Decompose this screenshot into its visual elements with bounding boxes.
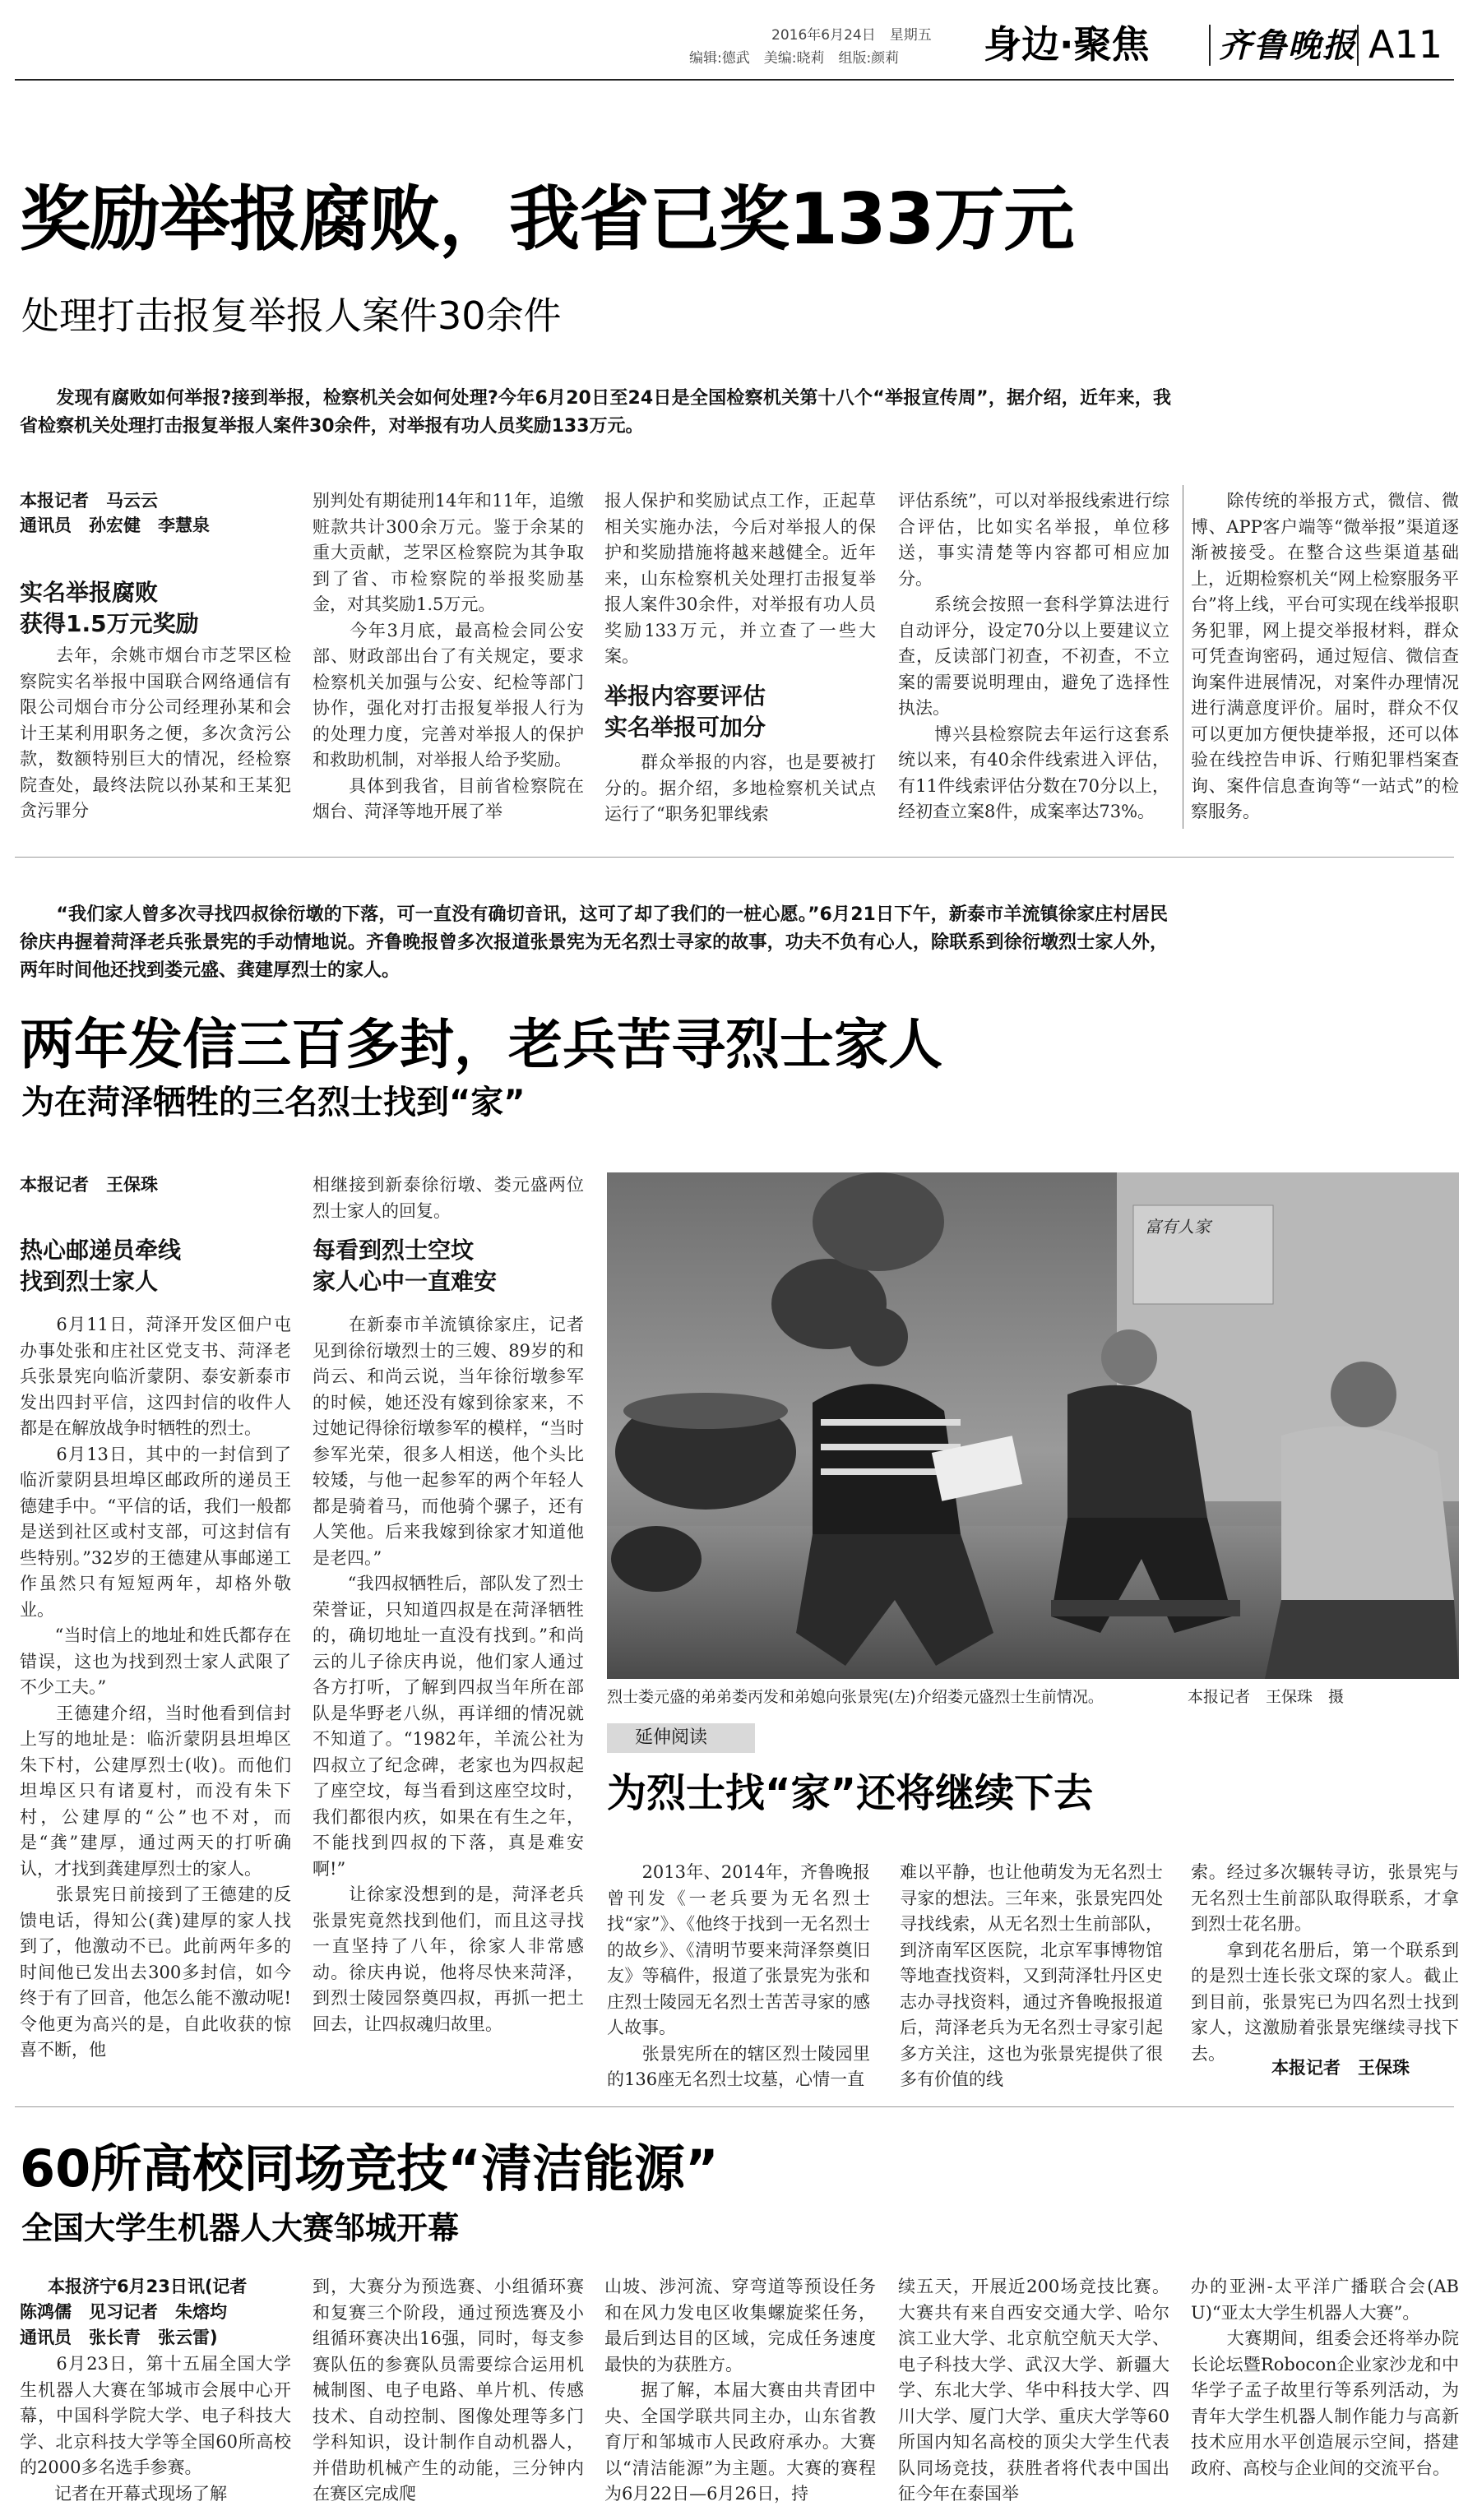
section-rule [15, 857, 1454, 858]
article2-col1: 6月11日，菏泽开发区佃户屯办事处张和庄社区党支书、菏泽老兵张景宪向临沂蒙阴、泰安新泰市发出四封平信，这四封信的收件人都是在解放战争时牺牲的烈士。 6月13日，其中的一封信到了临沂蒙阴县坦埠区邮政所的递员王德建手中。“平信的话，我们一般都是送到社区或村支部，可这封信有些特别。”32岁的王德建从事邮递工作虽然只有短短两年，却格外敬业。 “当时信上的地址和姓氏都存在错误，这也为找到烈士家人武限了不少工夫。” 王德建介绍，当时他看到信封上写的地址是：临沂蒙阴县坦埠区朱下村，公建厚烈士(收)。而他们坦埠区只有诸夏村，而没有朱下村，公建厚的“公”也不对，而是“龚”建厚，通过两天的打听确认，才找到龚建厚烈士的家人。 张景宪日前接到了王德建的反馈电话，得知公(龚)建厚的家人找到了，他激动不已。此前两年多的时间他已发出去300多封信，如今终于有了回音，他怎么能不激动呢!令他更为高兴的是，自此收获的惊喜不断，他 [20, 1315, 291, 2060]
photo-caption: 烈士娄元盛的弟弟娄丙发和弟媳向张景宪(左)介绍娄元盛烈士生前情况。 [607, 1688, 1104, 1706]
article2-subhead-1: 热心邮递员牵线 找到烈士家人 [20, 1237, 182, 1295]
side-col2: 难以平静，也让他萌发为无名烈士寻家的想法。三年来，张景宪四处寻找线索，从无名烈士生前部队，到济南军区医院，北京军事博物馆等地查找资料，又到菏泽牡丹区史志办寻找资料，通过齐鲁晚报报道后，菏泽老兵为无名烈士寻家引起多方关注，这也为张景宪提供了很多有价值的线 [900, 1862, 1163, 2089]
article2-col2b: 在新泰市羊流镇徐家庄，记者见到徐衍墩烈士的三嫂、89岁的和尚云、和尚云说，当年徐衍墩参军的时候，她还没有嫁到徐家来，不过她记得徐衍墩参军的模样，“当时参军光荣，很多人相送，他个头比较矮，与他一起参军的两个年轻人都是骑着马，而他骑个骡子，还有人笑他。后来我嫁到徐家才知道他是老四。” “我四叔牺牲后，部队发了烈士荣誉证，只知道四叔是在菏泽牺牲的，确切地址一直没有找到。”和尚云的儿子徐庆冉说，他们家人通过各方打听，了解到四叔当年所在部队是华野老八纵，再详细的情况就不知道了。“1982年，羊流公社为四叔立了纪念碑，老家也为四叔起了座空坟，每当看到这座空坟时，我们都很内疚，如果在有生之年，不能找到四叔的下落，真是难安啊!” 让徐家没想到的是，菏泽老兵张景宪竟然找到他们，而且这寻找一直坚持了八年，徐家人非常感动。徐庆冉说，他将尽快来菏泽，到烈士陵园祭奠四叔，再抓一把土回去，让四叔魂归故里。 [313, 1315, 584, 2034]
article3-byline-2: 陈鸿儒 见习记者 朱熔均 [20, 2302, 227, 2322]
article3-col5: 办的亚洲-太平洋广播联合会(ABU)“亚太大学生机器人大赛”。 大赛期间，组委会还将举办院长论坛暨Robocon企业家沙龙和中华学子孟子故里行等系列活动，为青年大学生机器人制作能力与高新技术应用水平创造展示空间，搭建政府、高校与企业间的交流平台。 [1191, 2277, 1459, 2478]
article1-col4: 评估系统”，可以对举报线索进行综合评估，比如实名举报，单位移送，事实清楚等内容都可相应加分。 系统会按照一套科学算法进行自动评分，设定70分以上要建议立查，反读部门初查，不初查，不立案的需要说明理由，避免了选择性执法。 博兴县检察院去年运行这套系统以来，有40余件线索进入评估，有11件线索评估分数在70分以上，经初查立案8件，成案率达73%。 [898, 491, 1169, 821]
photo-credit: 本报记者 王保珠 摄 [1188, 1688, 1345, 1706]
article1-subheadline: 处理打击报复举报人案件30余件 [21, 294, 562, 338]
article2-intro: “我们家人曾多次寻找四叔徐衍墩的下落，可一直没有确切音讯，这可了却了我们的一桩心愿。”6月21日下午，新泰市羊流镇徐家庄村居民徐庆冉握着菏泽老兵张景宪的手动情地说。齐鲁晚报曾多次报道张景宪为无名烈士寻家的故事，功夫不负有心人，除联系到徐衍墩烈士家人外，两年时间他还找到娄元盛、龚建厚烈士的家人。 [20, 904, 1168, 981]
article3-byline: 本报济宁6月23日讯(记者 [48, 2277, 248, 2296]
side-credit: 本报记者 王保珠 [1271, 2058, 1410, 2078]
article3-col1: 6月23日，第十五届全国大学生机器人大赛在邹城市会展中心开幕，中国科学院大学、电子科技大学、北京科技大学等全国60所高校的2000多名选手参赛。 记者在开幕式现场了解 [20, 2354, 291, 2504]
article2-byline: 本报记者 王保珠 [20, 1175, 158, 1195]
brand-logo: 齐鲁晚报 [1219, 26, 1357, 65]
page-number: A11 [1368, 22, 1443, 67]
header-divider [1209, 25, 1211, 66]
header-date: 2016年6月24日 星期五 [771, 27, 932, 44]
article3-byline-3: 通讯员 张长青 张云雷) [20, 2328, 218, 2347]
extended-reading-label: 延伸阅读 [635, 1727, 708, 1748]
article1-col1: 去年，余姚市烟台市芝罘区检察院实名举报中国联合网络通信有限公司烟台市分公司经理孙某和会计王某利用职务之便，多次贪污公款，数额特别巨大的情况，经检察院查处，最终法院以孙某和王某犯贪污罪分 [20, 645, 291, 821]
side-col3: 索。经过多次辗转寻访，张景宪与无名烈士生前部队取得联系，才拿到烈士花名册。 拿到花名册后，第一个联系到的是烈士连长张文琛的家人。截止到目前，张景宪已为四名烈士找到家人，这激励着张景宪继续寻找下去。 [1191, 1862, 1459, 2064]
article3-subheadline: 全国大学生机器人大赛邹城开幕 [21, 2210, 460, 2246]
section-title: 身边·聚焦 [984, 22, 1150, 67]
article1-subhead-1: 实名举报腐败 获得1.5万元奖励 [20, 579, 199, 637]
news-photo [607, 1172, 1459, 1679]
section-rule [15, 2106, 1454, 2107]
article1-col2: 别判处有期徒刑14年和11年，追缴赃款共计300余万元。鉴于余某的重大贡献，芝罘区检察院为其争取到了省、市检察院的举报奖励基金，对其奖励1.5万元。 今年3月底，最高检会同公安部、财政部出台了有关规定，要求检察机关加强与公安、纪检等部门协作，强化对打击报复举报人行为的处理力度，完善对举报人的保护和救助机制，对举报人给予奖励。 具体到我省，目前省检察院在烟台、菏泽等地开展了举 [313, 491, 584, 821]
article1-col5: 除传统的举报方式，微信、微博、APP客户端等“微举报”渠道逐渐被接受。在整合这些渠道基础上，近期检察机关“网上检察服务平台”将上线，平台可实现在线举报职务犯罪，网上提交举报材料，群众可凭查询密码，通过短信、微信查询案件进展情况，对案件办理情况进行满意度评价。届时，群众不仅可以更加方便快捷举报，还可以体验在线控告申诉、行贿犯罪档案查询、案件信息查询等“一站式”的检察服务。 [1191, 491, 1459, 821]
article3-col4: 续五天，开展近200场竞技比赛。大赛共有来自西安交通大学、哈尔滨工业大学、北京航空航天大学、电子科技大学、武汉大学、新疆大学、东北大学、华中科技大学、四川大学、厦门大学、重庆大学等60所国内知名高校的顶尖大学生代表队同场竞技，获胜者将代表中国出征今年在泰国举 [898, 2277, 1169, 2504]
article3-headline: 60所高校同场竞技“清洁能源” [20, 2139, 719, 2199]
article3-col3: 山坡、涉河流、穿弯道等预设任务和在风力发电区收集螺旋桨任务，最后到达目的区域，完成任务速度最快的为获胜方。 据了解，本届大赛由共青团中央、全国学联共同主办，山东省教育厅和邹城市人民政府承办。大赛以“清洁能源”为主题。大赛的赛程为6月22日—6月26日，持 [604, 2277, 876, 2504]
side-headline: 为烈士找“家”还将继续下去 [607, 1770, 1094, 1816]
photo-illustration [607, 1172, 1459, 1679]
article1-col3: 报人保护和奖励试点工作，正起草相关实施办法，今后对举报人的保护和奖励措施将越来越健全。近年来，山东检察机关处理打击报复举报人案件30余件，对举报有功人员奖励133万元，并立查了一些大案。 [604, 491, 876, 666]
article1-subhead-2: 举报内容要评估 实名举报可加分 [604, 682, 766, 741]
article2-subheadline: 为在菏泽牺牲的三名烈士找到“家” [21, 1084, 526, 1121]
article2-col2a: 相继接到新泰徐衍墩、娄元盛两位烈士家人的回复。 [313, 1175, 584, 1221]
extended-reading-tag [607, 1723, 755, 1753]
article1-intro: 发现有腐败如何举报?接到举报，检察机关会如何处理?今年6月20日至24日是全国检察机关第十八个“举报宣传周”，据介绍，近年来，我省检察机关处理打击报复举报人案件30余件，对举报有功人员奖励133万元。 [20, 388, 1171, 437]
article3-col2: 到，大赛分为预选赛、小组循环赛和复赛三个阶段，通过预选赛及小组循环赛决出16强，同时，每支参赛队伍的参赛队员需要综合运用机械制图、电子电路、单片机、传感技术、自动控制、图像处理等多门学科知识，设计制作自动机器人，并借助机械产生的动能，三分钟内在赛区完成爬 [313, 2277, 584, 2504]
article1-byline-2: 通讯员 孙宏健 李慧泉 [20, 516, 210, 535]
header-editors: 编辑:德武 美编:晓莉 组版:颜莉 [689, 50, 900, 67]
side-col1: 2013年、2014年，齐鲁晚报曾刊发《一老兵要为无名烈士找“家”》、《他终于找到一无名烈士的故乡》、《清明节要来菏泽祭奠旧友》等稿件，报道了张景宪为张和庄烈士陵园无名烈士苦苦寻家的感人故事。 张景宪所在的辖区烈士陵园里的136座无名烈士坟墓，心情一直 [607, 1862, 870, 2089]
article1-headline: 奖励举报腐败，我省已奖133万元 [20, 178, 1074, 261]
article2-headline: 两年发信三百多封，老兵苦寻烈士家人 [20, 1013, 942, 1076]
article2-subhead-2: 每看到烈士空坟 家人心中一直难安 [313, 1237, 498, 1295]
article1-byline: 本报记者 马云云 [20, 491, 158, 511]
article1-col3b: 群众举报的内容，也是要被打分的。据介绍，多地检察机关试点运行了“职务犯罪线索 [604, 752, 876, 824]
header-rule [15, 79, 1454, 81]
header-divider [1357, 25, 1359, 66]
photo-wall-text: 富有人家 [1145, 1217, 1211, 1237]
